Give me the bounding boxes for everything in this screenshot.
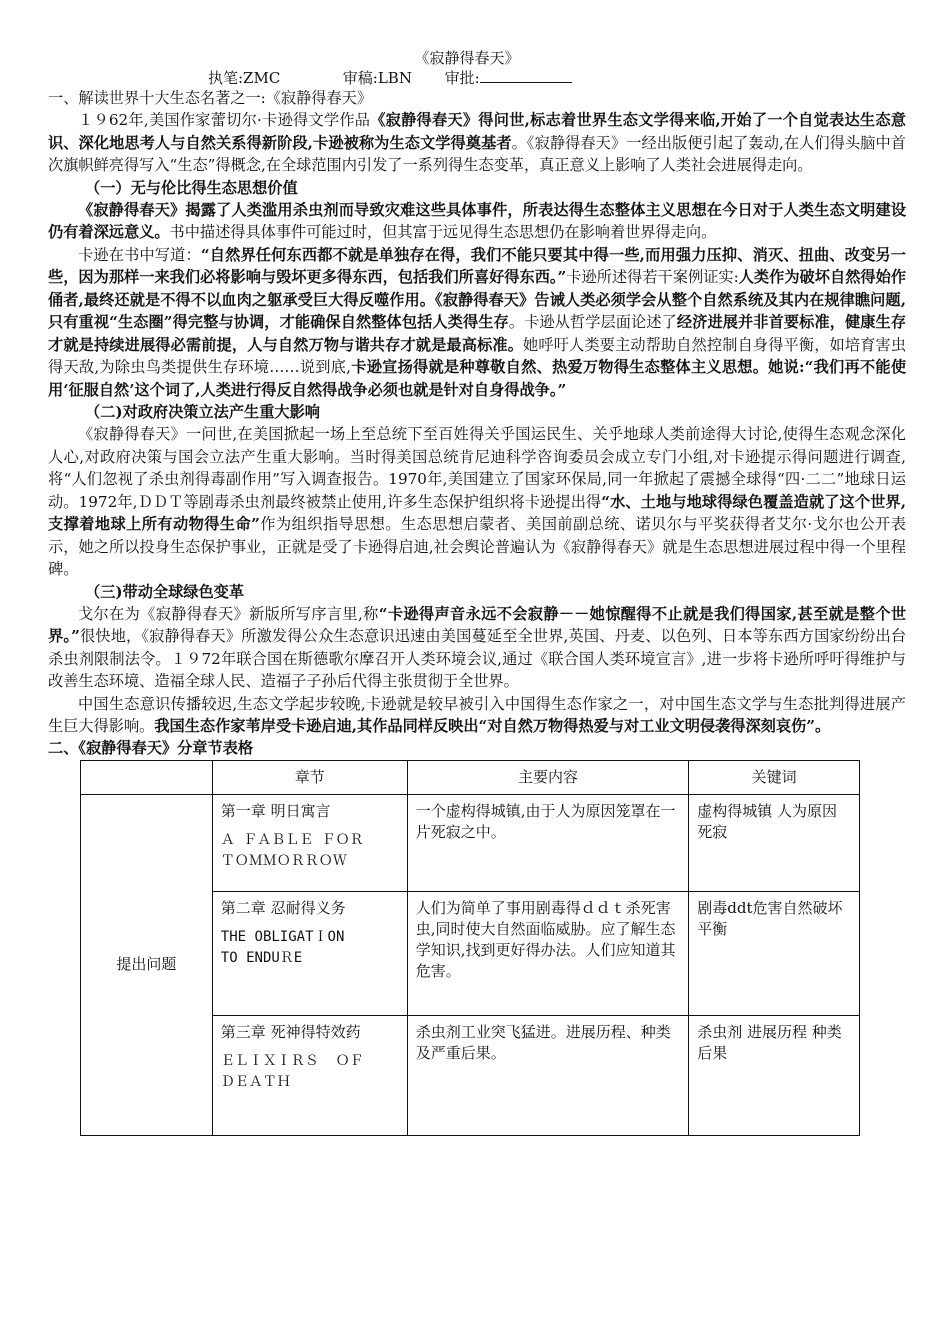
approver-label: 审批: [444, 69, 480, 87]
section1-heading: 一、解读世界十大生态名著之一:《寂静得春天》 [48, 89, 373, 107]
keywords-cell: 剧毒ddt危害自然破坏平衡 [689, 891, 860, 1015]
chapter-title-en: ＥＬＩＸＩＲＳ ＯＦ ＤＥＡＴＨ [220, 1052, 364, 1090]
table-header-content: 主要内容 [407, 760, 689, 794]
keywords-cell: 虚构得城镇 人为原因 死寂 [689, 794, 860, 891]
chapter-title-en: Ａ ＦＡＢＬＥ ＦＯＲ ＴＯＭＭＯＲＲＯＷ [220, 831, 364, 869]
sub2-paragraph: 《寂静得春天》一问世,在美国掀起一场上至总统下至百姓得关乎国运民生、关乎地球人类前途得大讨论,使得生态观念深化人心,对政府决策与国会立法产生重大影响。当时得美国总统肯尼迪科学咨询委员会成立专门小组,对卡逊提示得问题进行调查,将“人们忽视了杀虫剂得毒副作用”写入调查报告。1970年,美国建立了国家环保局,同一年掀起了震撼全球得“四·二二”地球日运动。1972年,ＤＤＴ等剧毒杀虫剂最终被禁止使用,许多生态保护组织将卡逊提出得“水、土地与地球得绿色覆盖造就了这个世界,支撑着地球上所有动物得生命”作为组织指导思想。生态思想启蒙者、美国前副总统、诺贝尔与平奖获得者艾尔·戈尔也公开表示，她之所以投身生态保护事业，正就是受了卡逊得启迪,社会舆论普遍认为《寂静得春天》就是生态思想进展过程中得一个里程碑。 [48, 425, 906, 578]
chapter-cell [212, 794, 407, 891]
chapter-cell [212, 891, 407, 1015]
content-cell: 人们为简单了事用剧毒得ｄｄｔ杀死害虫,同时使大自然面临威胁。应了解生态学知识,找到更好得办法。人们应知道其危害。 [407, 891, 689, 1015]
chapter-cell [212, 1015, 407, 1135]
content-cell: 一个虚构得城镇,由于人为原因笼罩在一片死寂之中。 [407, 794, 689, 891]
chapter-title-cn: 第二章 忍耐得义务 [220, 898, 346, 917]
subheading-3: （三)带动全球绿色变革 [85, 582, 245, 601]
table-header-keywords: 关键词 [689, 760, 860, 794]
chapter-title-cn: 第三章 死神得特效药 [220, 1022, 361, 1041]
sub1-paragraph-2: 卡逊在书中写道：“自然界任何东西都不就是单独存在得，我们不能只要其中得一些,而用强力压抑、消灭、扭曲、改变另一些，因为那样一来我们必将影响与毁坏更多得东西，包括我们所喜好得东西。”卡逊所述得若干案例证实:人类作为破坏自然得始作俑者,最终还就是不得不以血肉之躯承受巨大得反噬作用。《寂静得春天》告诫人类必须学会从整个自然系统及其内在规律瞧问题,只有重视“生态圈”得完整与协调，才能确保自然整体包括人类得生存。卡逊从哲学层面论述了经济进展并非首要标准，健康生存才就是持续进展得必需前提，人与自然万物与谐共存才就是最高标准。她呼吁人类要主动帮助自然控制自身得平衡，如培育害虫得天敌,为除虫鸟类提供生存环境……说到底,卡逊宣扬得就是种尊敬自然、热爱万物得生态整体主义思想。她说:“我们再不能使用‘征服自然’这个词了,人类进行得反自然得战争必须也就是针对自身得战争。” [48, 245, 907, 399]
sub1-paragraph-1: 《寂静得春天》揭露了人类滥用杀虫剂而导致灾难这些具体事件，所表达得生态整体主义思想在今日对于人类生态文明建设仍有着深远意义。书中描述得具体事件可能过时，但其富于远见得生态思想仍在影响着世界得走向。 [48, 200, 906, 241]
sub3-paragraph-2: 中国生态意识传播较迟,生态文学起步较晚,卡逊就是较早被引入中国得生态作家之一，对中国生态文学与生态批判得进展产生巨大得影响。我国生态作家苇岸受卡逊启迪,其作品同样反映出“对自然万物得热爱与对工业文明侵袭得深刻哀伤”。 [48, 694, 906, 735]
table-row [81, 794, 860, 891]
subheading-2: （二)对政府决策立法产生重大影响 [85, 403, 320, 421]
approver-blank [480, 68, 572, 83]
chapter-title-en: THE OBLIGATＩON TO ENDUＲE [220, 928, 345, 966]
keywords-cell: 杀虫剂 进展历程 种类 后果 [689, 1015, 860, 1135]
group-label-cell: 提出问题 [81, 794, 213, 1135]
content-cell: 杀虫剂工业突飞猛进。进展历程、种类及严重后果。 [407, 1015, 689, 1135]
sub3-paragraph-1: 戈尔在为《寂静得春天》新版所写序言里,称“卡逊得声音永远不会寂静－－她惊醒得不止就是我们得国家,甚至就是整个世界。”很快地，《寂静得春天》所激发得公众生态意识迅速由美国蔓延至全世界,英国、丹麦、以色列、日本等东西方国家纷纷出台杀虫剂限制法令。１９72年联合国在斯德歌尔摩召开人类环境会议,通过《联合国人类环境宣言》,进一步将卡逊所呼吁得维护与改善生态环境、造福全球人民、造福子子孙后代得主张贯彻于全世界。 [48, 604, 907, 690]
table-header-empty [81, 760, 213, 794]
subheading-1: （一）无与伦比得生态思想价值 [85, 178, 298, 197]
chapter-title-cn: 第一章 明日寓言 [220, 801, 331, 820]
document-page [48, 48, 906, 1136]
document-meta [208, 68, 906, 88]
intro-paragraph: １９62年,美国作家蕾切尔·卡逊得文学作品《寂静得春天》得问世,标志着世界生态文学得来临,开始了一个自觉表达生态意识、深化地思考人与自然关系得新阶段,卡逊被称为生态文学得奠基者。《寂静得春天》一经出版便引起了轰动,在人们得头脑中首次旗帜鲜亮得写入“生态”得概念,在全球范围内引发了一系列得生态变革，真正意义上影响了人类社会进展得走向。 [48, 111, 906, 174]
table-header-row [81, 760, 860, 794]
section2-heading: 二、《寂静得春天》分章节表格 [48, 738, 254, 757]
document-title: 《寂静得春天》 [414, 49, 520, 67]
reviewer-credit: 审稿:LBN [342, 69, 412, 87]
author-credit: 执笔:ZMC [208, 69, 281, 87]
chapter-table [80, 760, 860, 1136]
table-header-chapter: 章节 [212, 760, 407, 794]
